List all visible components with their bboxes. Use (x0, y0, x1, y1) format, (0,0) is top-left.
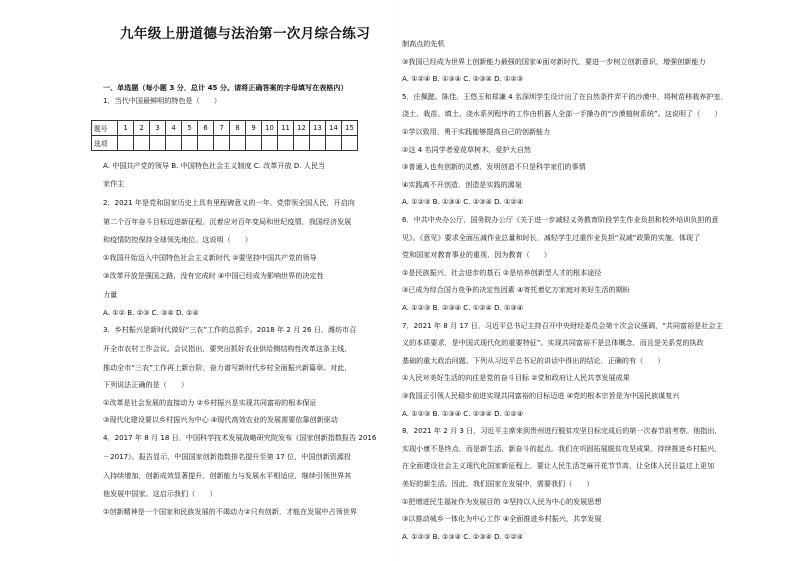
question-line: A. 中国共产党的领导 B. 中国特色社会主义制度 C. 改革开放 D. 人民当 (103, 162, 326, 170)
column-divider (396, 0, 397, 561)
question-line: 浇土、栽苗、填土、浇水系列程序的工作由机器人全部一手操办的“沙漠植树系统”。这说明了（ ） (402, 110, 722, 118)
question-line: 力量 (103, 291, 118, 299)
question-line: 6．中共中央办公厅、国务院办公厅《关于进一步减轻义务教育阶段学生作业负担和校外培训负担的意 (402, 216, 719, 224)
answer-cell[interactable] (118, 136, 134, 151)
question-line: 5．庄佩懿、陈佳、王悠玉和郑谦 4 名深圳学生设计出了在自然条件弄干的沙漠中，将树苗移栽养护室， (402, 92, 728, 100)
question-line: 8．2021 年 2 月 3 日，习近平主席来到贵州进行脱贫攻坚目标完成后的第一次春节前考察。他指出， (402, 427, 722, 435)
table-number-cell: 2 (134, 121, 150, 136)
question-line: ①是民族振兴，社会进步的基石 ②是培养创新型人才的根本途径 (402, 268, 602, 276)
question-line: ①学以致用，勇于实践能够提高自己的创新能力 (402, 128, 551, 136)
answer-cell[interactable] (278, 136, 294, 151)
question-line: 7．2021 年 8 月 17 日，习近平总书记主持召开中央财经委员会第十次会议强调，“共同富裕是社会主 (402, 321, 723, 329)
table-number-cell: 11 (278, 121, 294, 136)
table-number-cell: 9 (246, 121, 262, 136)
question-line: －2017》。报告显示，中国国家创新指数排名提升至第 17 位，中国创新资源投 (103, 453, 351, 461)
answer-table-header-row (92, 121, 358, 136)
table-header-label: 题号 (92, 121, 118, 136)
answer-cell[interactable] (246, 136, 262, 151)
answer-cell[interactable] (342, 136, 358, 151)
answer-cell[interactable] (214, 136, 230, 151)
answer-cell[interactable] (326, 136, 342, 151)
question-line: 制高点的先机 (402, 40, 445, 48)
question-line: A. ①② B. ②③ C. ③④ D. ①④ (103, 309, 199, 317)
answer-cell[interactable] (198, 136, 214, 151)
question-line: ③已成为综合国力竞争的决定性因素 ④寄托着亿万家庭对美好生活的期盼 (402, 286, 630, 294)
question-line: 在全面建设社会主义现代化国家新征程上，要让人民生活芝麻开花节节高，让全体人民日益过上更加 (402, 462, 715, 470)
question-line: A. ①②④ B. ①③④ C. ②③④ D. ①②③ (402, 75, 524, 83)
answer-cell[interactable] (262, 136, 278, 151)
question-line: A. ①②③ B. ①③④ C. ②③④ D. ①②④ (402, 198, 524, 206)
question-line: ③我国正引领人民稳步前进实现共同富裕的目标迈进 ④党的根本宗旨是为中国民族谋复兴 (402, 392, 680, 400)
question-line: 见》。《意见》要求全面压减作业总量和时长，减轻学生过重作业负担“双减”政策的实施，体现了 (402, 233, 701, 241)
table-number-cell: 7 (214, 121, 230, 136)
question-line: 2．2021 年是党和国家历史上具有里程碑意义的一年，党带领全国人民，开启向 (103, 199, 355, 207)
table-number-cell: 12 (294, 121, 310, 136)
question-line: 基础的重大政治问题。下列从习近平总书记的讲话中得出的结论，正确的有（ ） (402, 356, 665, 364)
question-line: ③普通人也有创新的灵感，发明创造不只是科学家们的事情 (402, 163, 586, 171)
question-line: 推动全市“三农”工作再上新台阶，奋力谱写新时代乡村全面振兴新篇章。对此， (103, 364, 352, 372)
answer-cell[interactable] (182, 136, 198, 151)
answer-table-answer-row (92, 136, 358, 151)
table-number-cell: 13 (310, 121, 326, 136)
question-line: 1．当代中国最鲜明的特色是（ ） (103, 97, 222, 105)
section-heading: 一、单选题（每小题 3 分，总计 45 分。请将正确答案的字母填写在表格内） (103, 84, 348, 92)
table-number-cell: 3 (150, 121, 166, 136)
question-line: 4．2017 年 8 月 18 日，中国科学技术发展战略研究院发布《国家创新指数报告 2016 (103, 434, 377, 442)
question-line: 党和国家对教育事业的重视，因为教育（ ） (402, 251, 551, 259)
question-line: ①把增进民生福祉作为发展目的 ②坚持以人民为中心的发展思想 (402, 497, 602, 505)
answer-cell[interactable] (310, 136, 326, 151)
question-line: 实现小康不是终点，而是新生活、新奋斗的起点。我们在巩固拓展脱贫攻坚成果，持续推进乡村振兴， (402, 444, 722, 452)
question-line: ①我国开始迈入中国特色社会主义新时代 ②要坚持中国共产党的领导 (103, 254, 317, 262)
question-line: 和疫情防控保持全球领先地位。这说明（ ） (103, 236, 252, 244)
table-number-cell: 8 (230, 121, 246, 136)
question-line: A. ①②③ B. ①③④ C. ②③④ D. ①②④ (402, 409, 524, 417)
table-number-cell: 15 (342, 121, 358, 136)
table-number-cell: 4 (166, 121, 182, 136)
answer-cell[interactable] (294, 136, 310, 151)
question-line: 3．乡村振兴是新时代做好“三农”工作的总抓手。2018 年 2 月 26 日，潍坊市召 (103, 326, 357, 334)
question-line: 美好的新生活。因此，我们国家在发展中，需要我们（ ） (402, 480, 594, 488)
question-line: ④实践离不开创造，创造是实践的源泉 (402, 180, 522, 188)
table-number-cell: 6 (198, 121, 214, 136)
question-line: 他发展中国家。这启示我们（ ） (103, 490, 217, 498)
table-answer-label: 选项 (92, 136, 118, 151)
table-number-cell: 5 (182, 121, 198, 136)
question-line: 开全市农村工作会议。会议指出，要突出抓好农业供给侧结构性改革这条主线， (103, 345, 352, 353)
question-line: ③现代化建设要以乡村振兴为中心 ④现代高效农业的发展需要依靠创新驱动 (103, 416, 338, 424)
question-line: 第二个百年奋斗目标迈进新征程，沉着应对百年变局和世纪疫情，我国经济发展 (103, 218, 352, 226)
question-line: ③我国已经成为世界上创新能力最强的国家④面对新时代，要进一步树立创新意识，增强创新能力 (402, 57, 706, 65)
question-line: 下列说法正确的是（ ） (103, 381, 189, 389)
page-title: 九年级上册道德与法治第一次月综合练习 (120, 26, 371, 42)
question-line: ①创新精神是一个国家和民族发展的不竭动力②只有创新，才能在发展中占领世界 (103, 508, 357, 516)
question-line: 家作主 (103, 180, 125, 188)
answer-table (91, 120, 358, 151)
question-line: ①改革是社会发展的直接动力 ②乡村振兴是实现共同富裕的根本保证 (103, 399, 317, 407)
question-line: ①人民对美好生活的向往是党的奋斗目标 ②党和政府让人民共享发展成果 (402, 374, 630, 382)
question-line: 入持续增加，创新成效显著提升，创新能力与发展水平相适应，继续引领世界其 (103, 472, 352, 480)
table-number-cell: 14 (326, 121, 342, 136)
table-number-cell: 1 (118, 121, 134, 136)
answer-cell[interactable] (134, 136, 150, 151)
question-line: ③改革开放是强国之路，没有完成时 ④中国已经成为影响世界的决定性 (103, 272, 324, 280)
answer-cell[interactable] (166, 136, 182, 151)
answer-cell[interactable] (150, 136, 166, 151)
question-line: A. ①②③ B. ①③④ C. ②③④ D. ①②④ (402, 532, 524, 540)
table-number-cell: 10 (262, 121, 278, 136)
question-line: A. ①②③ B. ②③④ C. ①②④ D. ①③④ (402, 304, 524, 312)
question-line: ②这 4 名同学者爱花草树木，爱护大自然 (402, 145, 531, 153)
answer-cell[interactable] (230, 136, 246, 151)
question-line: ③以推动城乡一体化为中心工作 ④全面推进乡村振兴，共享发展 (402, 515, 602, 523)
question-line: 义的本质要求，是中国式现代化的重要特征”。实现共同富裕不是总体概念，而且是关系党的执政 (402, 339, 704, 347)
